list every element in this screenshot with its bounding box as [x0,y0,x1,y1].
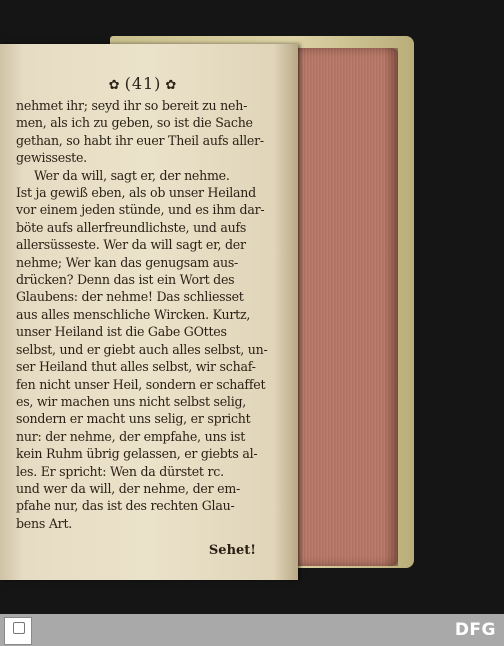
viewer-footer [0,614,504,646]
text-line: sondern er macht uns selig, er spricht [16,411,251,427]
text-line: allersüsseste. Wer da will sagt er, der [16,237,246,253]
book-page [0,44,298,580]
ornament-right-icon: ✿ [165,78,178,93]
text-line: Ist ja gewiß eben, als ob unser Heiland [16,185,256,201]
text-line: bens Art. [16,515,73,531]
text-line: selbst, und er giebt auch alles selbst, un- [16,341,268,357]
text-line: nehmet ihr; seyd ihr so bereit zu neh- [16,98,248,113]
page-number [24,74,262,93]
text-line: unser Heiland ist die Gabe GOttes [16,324,227,340]
text-line: men, als ich zu geben, so ist die Sache [16,115,253,131]
text-line: und wer da will, der nehme, der em- [16,480,241,496]
library-emblem-icon [13,622,25,634]
page-text-block [16,74,268,570]
text-line: kein Ruhm übrig gelassen, er giebts al- [16,446,258,462]
text-line: Glaubens: der nehme! Das schliesset [16,289,244,305]
text-line: böte aufs allerfreundlichste, und aufs [16,219,247,235]
text-line: nehme; Wer kan das genugsam aus- [16,254,239,270]
text-line: es, wir machen uns nicht selbst selig, [16,393,247,409]
text-line: nur: der nehme, der empfahe, uns ist [16,428,246,444]
text-line: ser Heiland thut alles selbst, wir schaf- [16,359,256,375]
text-line: les. Er spricht: Wen da dürstet rc. [16,463,224,479]
dfg-logo[interactable]: DFG [454,620,496,640]
text-line: Wer da will, sagt er, der nehme. [34,167,230,183]
text-line: gewisseste. [16,150,87,166]
text-line: aus alles menschliche Wircken. Kurtz, [16,306,251,322]
text-line: fen nicht unser Heil, sondern er schaffet [16,376,266,392]
text-line: vor einem jeden stünde, und es ihm dar- [16,202,265,218]
text-line: gethan, so habt ihr euer Theil aufs aller- [16,132,264,148]
page-number-label: (41) [124,74,162,93]
catchword: Sehet! [208,543,256,559]
ornament-left-icon: ✿ [108,78,121,93]
text-line: drücken? Denn das ist ein Wort des [16,272,235,288]
library-logo-icon[interactable] [4,617,32,645]
book-fore-edge [288,48,398,566]
text-line: pfahe nur, das ist des rechten Glau- [16,498,235,514]
